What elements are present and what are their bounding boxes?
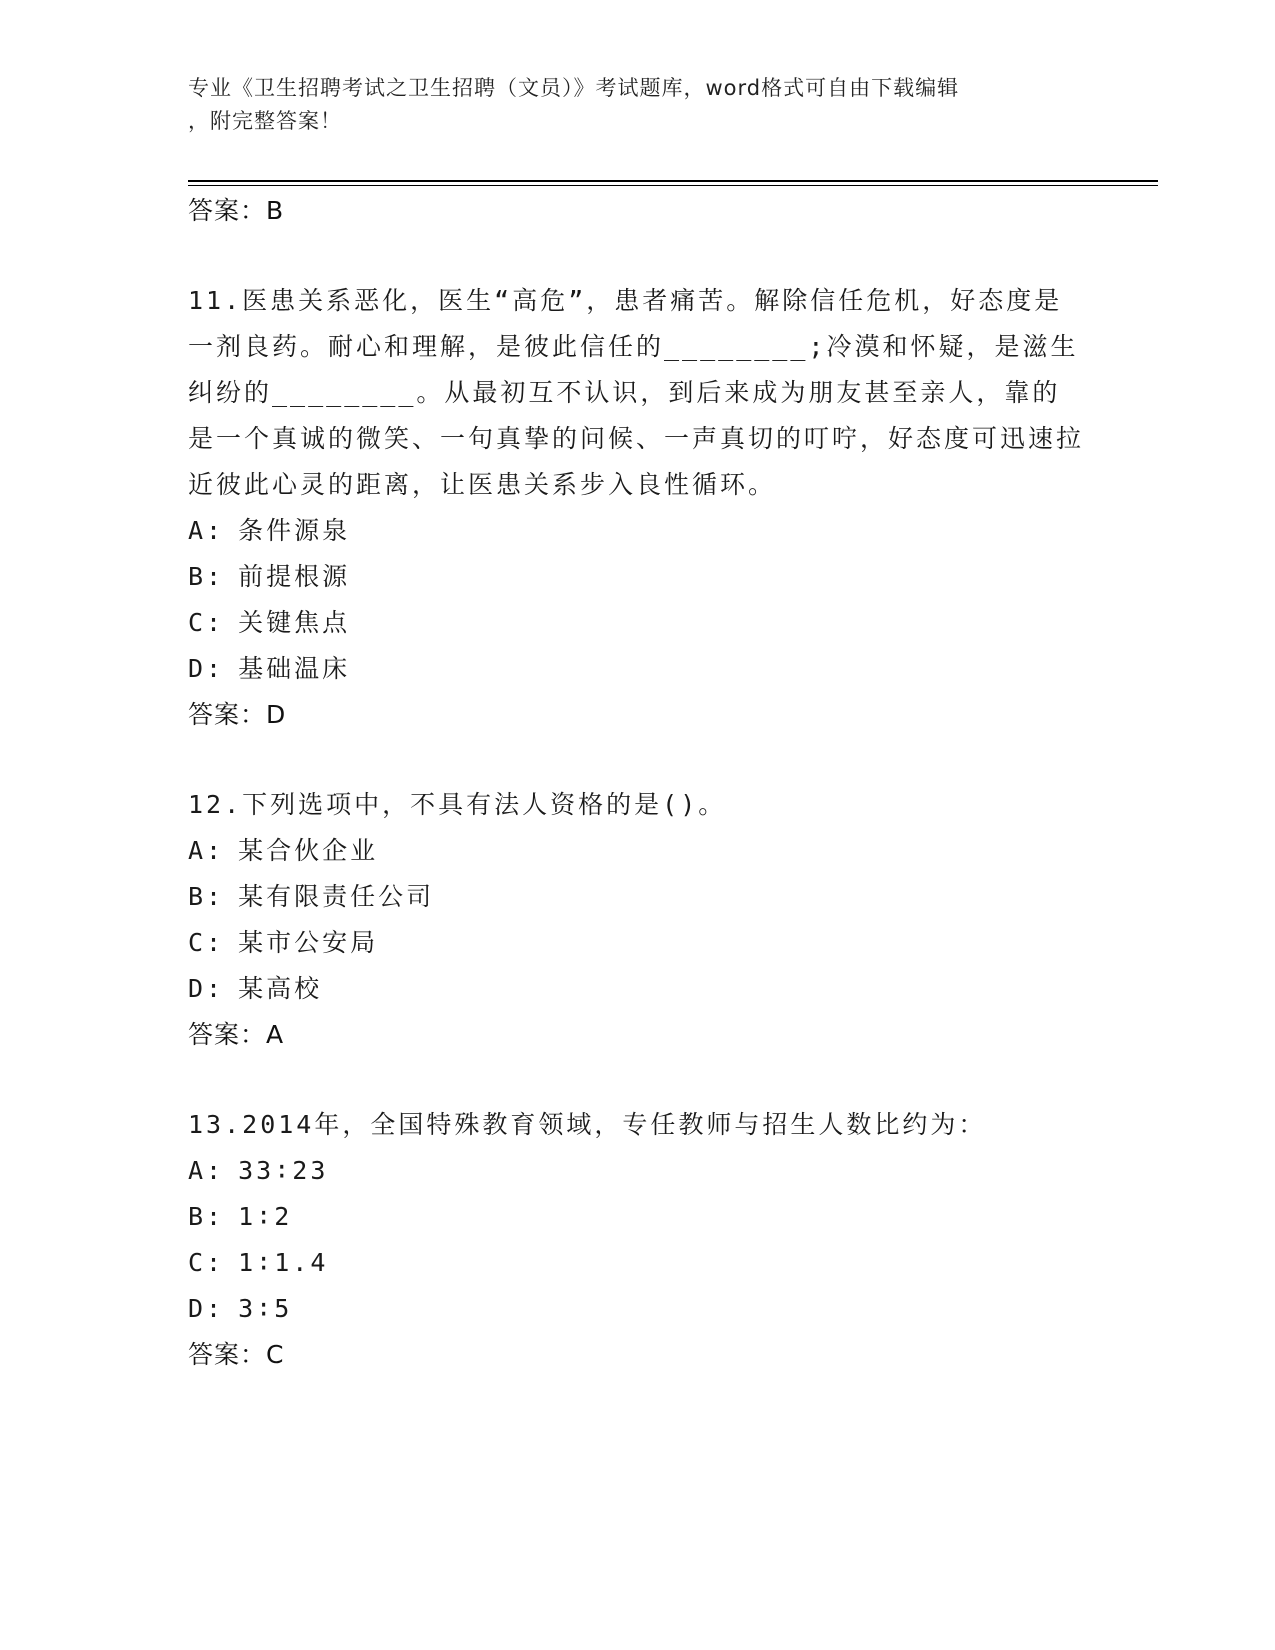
question-stem: 医患关系恶化，医生“高危”，患者痛苦。解除信任危机，好态度是一剂良药。耐心和理解，是彼此信任的________;冷漠和怀疑，是滋生纠纷的________。从最初互不认识，到后来成为朋友甚至亲人，靠的是一个真诚的微笑、一句真挚的问候、一声真切的叮咛，好态度可迅速拉近彼此心灵的距离，让医患关系步入良性循环。 bbox=[188, 286, 1085, 499]
option-text: 某有限责任公司 bbox=[238, 882, 435, 911]
option-text: 关键焦点 bbox=[238, 608, 351, 637]
header-line-2: ，附完整答案！ bbox=[188, 109, 342, 133]
option-letter: C: bbox=[188, 608, 225, 637]
option-text: 基础温床 bbox=[238, 654, 351, 683]
option-letter: D: bbox=[188, 1294, 225, 1323]
option-c bbox=[188, 920, 1088, 966]
question-stem: 2014年，全国特殊教育领域，专任教师与招生人数比约为： bbox=[242, 1110, 987, 1139]
option-letter: B: bbox=[188, 1202, 225, 1231]
question-text bbox=[188, 278, 1088, 508]
option-text: 3∶5 bbox=[238, 1294, 293, 1323]
answer-line bbox=[188, 1332, 1088, 1378]
question-text bbox=[188, 782, 1088, 828]
option-text: 1∶1.4 bbox=[238, 1248, 329, 1277]
option-letter: D: bbox=[188, 654, 225, 683]
option-letter: B: bbox=[188, 882, 225, 911]
option-d bbox=[188, 646, 1088, 692]
document-header bbox=[188, 72, 1068, 138]
answer-label: 答案： bbox=[188, 196, 267, 225]
answer-value: D bbox=[266, 700, 287, 729]
option-text: 某市公安局 bbox=[238, 928, 379, 957]
answer-line bbox=[188, 1012, 1088, 1058]
option-c bbox=[188, 1240, 1088, 1286]
question-stem: 下列选项中，不具有法人资格的是()。 bbox=[242, 790, 727, 819]
answer-value: B bbox=[266, 196, 285, 225]
option-a bbox=[188, 828, 1088, 874]
answer-label: 答案： bbox=[188, 1020, 267, 1049]
header-rule-thin bbox=[188, 185, 1158, 186]
option-text: 33∶23 bbox=[238, 1156, 329, 1185]
option-b bbox=[188, 874, 1088, 920]
question-number: 12. bbox=[188, 790, 243, 819]
option-letter: C: bbox=[188, 1248, 225, 1277]
question-number: 13. bbox=[188, 1110, 243, 1139]
option-letter: A: bbox=[188, 516, 225, 545]
previous-answer bbox=[188, 188, 1088, 234]
option-a bbox=[188, 508, 1088, 554]
option-c bbox=[188, 600, 1088, 646]
option-a bbox=[188, 1148, 1088, 1194]
question-block-11 bbox=[188, 278, 1088, 738]
option-d bbox=[188, 1286, 1088, 1332]
option-text: 某合伙企业 bbox=[238, 836, 379, 865]
question-number: 11. bbox=[188, 286, 243, 315]
header-rule-thick bbox=[188, 180, 1158, 182]
option-letter: A: bbox=[188, 1156, 225, 1185]
answer-label: 答案： bbox=[188, 700, 267, 729]
option-b bbox=[188, 554, 1088, 600]
option-d bbox=[188, 966, 1088, 1012]
option-text: 前提根源 bbox=[238, 562, 351, 591]
header-line-1: 专业《卫生招聘考试之卫生招聘（文员）》考试题库，word格式可自由下载编辑 bbox=[188, 76, 960, 100]
option-text: 1∶2 bbox=[238, 1202, 293, 1231]
answer-line bbox=[188, 692, 1088, 738]
option-text: 条件源泉 bbox=[238, 516, 351, 545]
question-block-13 bbox=[188, 1102, 1088, 1378]
question-block-12 bbox=[188, 782, 1088, 1058]
answer-value: A bbox=[266, 1020, 285, 1049]
option-letter: C: bbox=[188, 928, 225, 957]
answer-label: 答案： bbox=[188, 1340, 267, 1369]
question-content bbox=[188, 188, 1088, 1378]
option-letter: D: bbox=[188, 974, 225, 1003]
option-text: 某高校 bbox=[238, 974, 323, 1003]
option-letter: A: bbox=[188, 836, 225, 865]
option-b bbox=[188, 1194, 1088, 1240]
answer-value: C bbox=[266, 1340, 285, 1369]
question-text bbox=[188, 1102, 1088, 1148]
option-letter: B: bbox=[188, 562, 225, 591]
